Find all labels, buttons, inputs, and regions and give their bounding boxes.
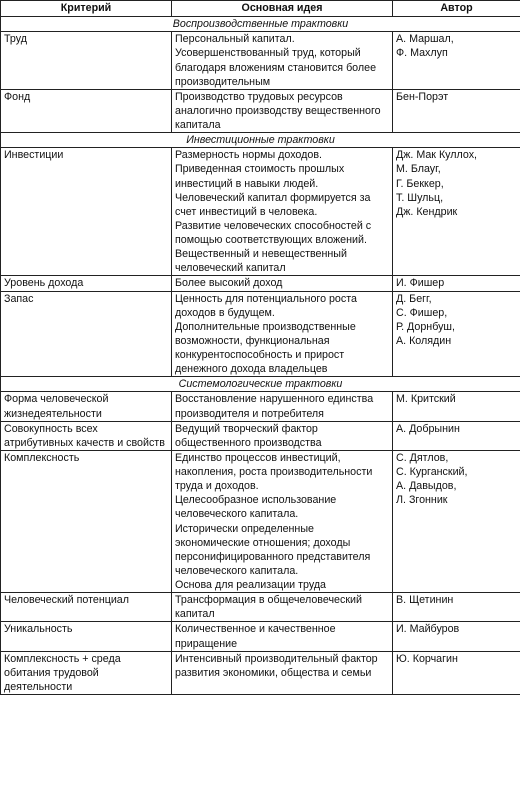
idea-line: Интенсивный производительный фактор развития экономики, общества и семьи [175,652,378,679]
table-row [1,421,520,450]
author-cell [393,622,520,651]
section-title: Инвестиционные трактовки [1,133,520,148]
criterion-cell: Форма человеческой жизнедеятельности [1,392,172,421]
idea-cell [172,421,393,450]
idea-cell [172,148,393,276]
criterion-cell: Комплексность + среда обитания трудовой деятельности [1,651,172,694]
idea-line: Более высокий доход [175,277,283,290]
section-title: Воспроизводственные трактовки [1,17,520,32]
author-line: С. Дятлов, [396,451,449,464]
author-line: Бен-Порэт [396,90,449,103]
criterion-cell: Инвестиции [1,148,172,276]
criterion-cell: Уровень дохода [1,276,172,291]
table-row [1,450,520,592]
idea-line: Основа для реализации труда [175,579,327,591]
author-cell [393,291,520,377]
table-row [1,593,520,622]
idea-cell [172,276,393,291]
idea-line: Целесообразное использование человеческого капитала. [175,494,337,521]
author-line: Г. Беккер, [396,177,444,190]
criterion-cell: Человеческий потенциал [1,593,172,622]
header-row [1,1,520,17]
author-line: А. Давыдов, [396,480,457,493]
criterion-cell: Труд [1,32,172,90]
idea-line: Производство трудовых ресурсов аналогично производству вещественного капитала [175,90,381,131]
idea-line: Ведущий творческий фактор общественного производства [175,422,322,449]
author-cell [393,32,520,90]
idea-cell [172,89,393,132]
idea-line: Приведенная стоимость прошлых инвестиций в навыки людей. [175,163,345,190]
section-row [1,17,520,32]
author-line: Л. Згонник [396,494,448,507]
idea-line: Исторически определенные экономические отношения; доходы персонифицированного представителя человеческого капитала. [175,522,371,577]
idea-line: Восстановление нарушенного единства производителя и потребителя [175,393,374,420]
section-row [1,377,520,392]
idea-cell [172,651,393,694]
author-line: М. Блауг, [396,163,441,176]
author-line: С. Фишер, [396,306,448,319]
idea-cell [172,291,393,377]
idea-line: Дополнительные производственные возможности, функциональная конкурентоспособность и прирост денежного дохода владельцев [175,320,356,376]
criterion-cell: Совокупность всех атрибутивных качеств и свойств [1,421,172,450]
table-row [1,276,520,291]
author-line: Р. Дорнбуш, [396,320,455,333]
criterion-cell: Запас [1,291,172,377]
table-row [1,622,520,651]
author-line: А. Маршал, [396,33,454,46]
idea-cell [172,622,393,651]
author-line: И. Фишер [396,277,445,290]
idea-line: Персональный капитал. [175,33,295,46]
table-row [1,651,520,694]
idea-cell [172,392,393,421]
author-cell [393,392,520,421]
idea-line: Развитие человеческих способностей с помощью соответствующих вложений. [175,219,372,246]
author-cell [393,450,520,592]
section-row [1,133,520,148]
author-line: А. Добрынин [396,422,460,435]
table-row [1,148,520,276]
idea-line: Вещественный и невещественный человеческий капитал [175,248,347,275]
idea-line: Человеческий капитал формируется за счет инвестиций в человека. [175,191,371,218]
idea-line: Ценность для потенциального роста доходов в будущем. [175,292,357,319]
author-line: В. Щетинин [396,594,454,607]
author-line: Д. Бегг, [396,292,432,305]
author-line: Ф. Махлуп [396,47,448,60]
author-line: М. Критский [396,393,456,406]
section-title: Системологические трактовки [1,377,520,392]
table-row [1,32,520,90]
author-cell [393,148,520,276]
criterion-cell: Комплексность [1,450,172,592]
table-row [1,89,520,132]
idea-line: Количественное и качественное приращение [175,623,336,650]
idea-line: Трансформация в общечеловеческий капитал [175,594,362,621]
author-cell [393,89,520,132]
header-criterion: Критерий [1,1,172,17]
idea-cell [172,450,393,592]
author-cell [393,276,520,291]
criterion-cell: Уникальность [1,622,172,651]
author-line: Дж. Мак Куллох, [396,149,478,162]
table-row [1,392,520,421]
criterion-cell: Фонд [1,89,172,132]
author-line: С. Курганский, [396,466,468,478]
idea-cell [172,32,393,90]
idea-line: Размерность нормы доходов. [175,149,322,162]
header-main-idea: Основная идея [172,1,393,17]
author-cell [393,593,520,622]
table-row [1,291,520,377]
author-line: А. Колядин [396,334,452,347]
author-line: Т. Шульц, [396,191,444,204]
author-cell [393,421,520,450]
idea-line: Единство процессов инвестиций, накопления, роста производительности труда и доходов. [175,451,373,493]
author-line: Дж. Кендрик [396,205,458,218]
author-line: Ю. Корчагин [396,652,458,665]
author-line: И. Майбуров [396,623,460,636]
header-author: Автор [393,1,520,17]
idea-line: Усовершенствованный труд, который благодаря вложениям становится более производительным [175,47,377,88]
author-cell [393,651,520,694]
idea-cell [172,593,393,622]
